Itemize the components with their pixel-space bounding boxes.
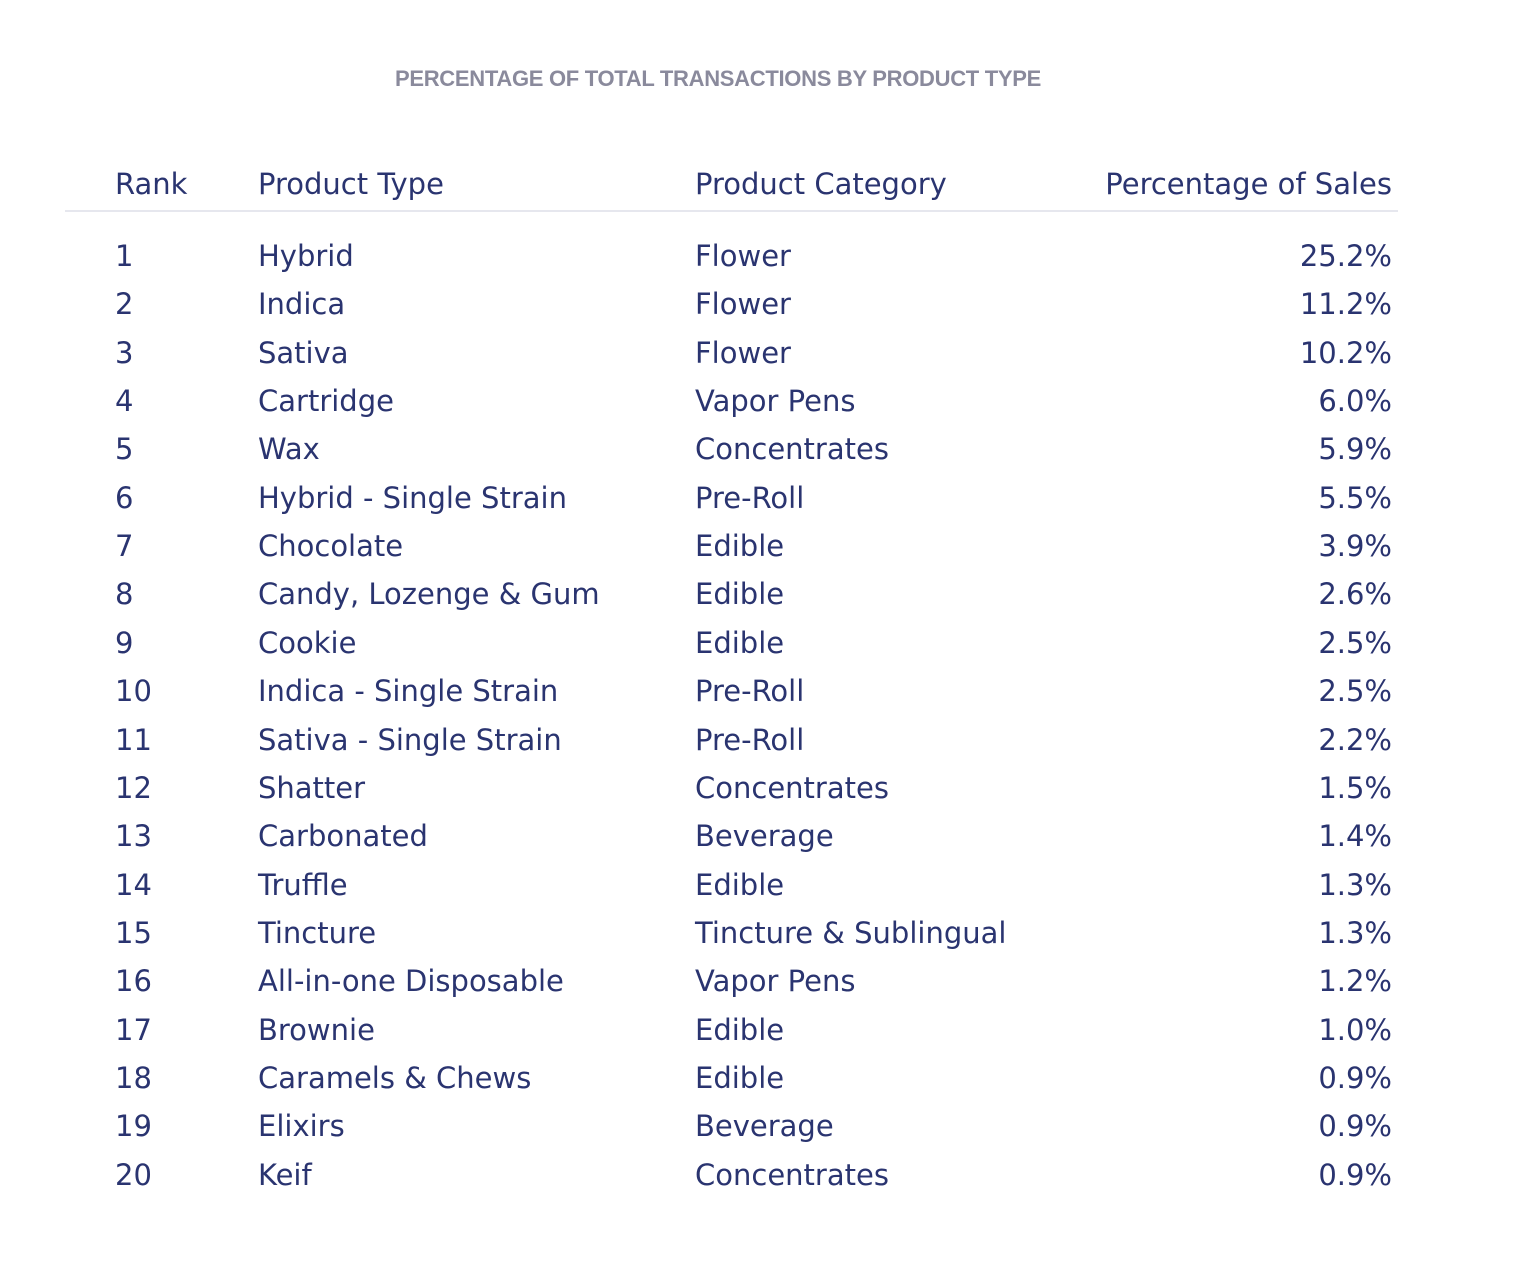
cell-rank: 4 xyxy=(115,384,134,419)
cell-rank: 20 xyxy=(115,1157,152,1192)
table-row xyxy=(0,526,1538,566)
cell-product-category: Edible xyxy=(695,529,785,564)
cell-product-category: Concentrates xyxy=(695,1157,889,1192)
cell-percentage: 2.5% xyxy=(1318,674,1392,709)
cell-product-category: Vapor Pens xyxy=(695,384,856,419)
cell-product-type: Elixirs xyxy=(258,1109,345,1144)
cell-product-category: Concentrates xyxy=(695,770,889,805)
cell-product-category: Concentrates xyxy=(695,432,889,467)
cell-rank: 13 xyxy=(115,819,152,854)
cell-product-type: Sativa - Single Strain xyxy=(258,722,562,757)
table-row xyxy=(0,478,1538,518)
cell-rank: 11 xyxy=(115,722,152,757)
cell-product-type: Indica - Single Strain xyxy=(258,674,559,709)
cell-rank: 9 xyxy=(115,625,134,660)
cell-product-type: Indica xyxy=(258,287,346,322)
cell-rank: 7 xyxy=(115,529,134,564)
header-product-category: Product Category xyxy=(695,167,947,201)
cell-product-type: Hybrid xyxy=(258,239,354,273)
header-percentage-of-sales: Percentage of Sales xyxy=(1105,167,1392,201)
cell-product-category: Flower xyxy=(695,287,791,322)
cell-product-category: Flower xyxy=(695,239,791,273)
cell-percentage: 1.5% xyxy=(1318,770,1392,805)
cell-product-category: Flower xyxy=(695,335,791,370)
cell-percentage: 0.9% xyxy=(1318,1157,1392,1192)
cell-percentage: 1.0% xyxy=(1318,1012,1392,1047)
cell-rank: 6 xyxy=(115,480,134,515)
cell-rank: 15 xyxy=(115,915,152,950)
cell-rank: 16 xyxy=(115,964,152,999)
cell-percentage: 2.2% xyxy=(1318,722,1392,757)
cell-percentage: 1.3% xyxy=(1318,915,1392,950)
cell-product-type: Caramels & Chews xyxy=(258,1060,532,1095)
cell-percentage: 2.6% xyxy=(1318,577,1392,612)
table-row xyxy=(0,1106,1538,1146)
cell-product-category: Edible xyxy=(695,867,785,902)
cell-product-type: Shatter xyxy=(258,770,366,805)
cell-product-type: Chocolate xyxy=(258,529,404,564)
table-row xyxy=(0,720,1538,760)
cell-product-category: Pre-Roll xyxy=(695,480,805,515)
cell-product-category: Beverage xyxy=(695,1109,834,1144)
table-row xyxy=(0,865,1538,905)
cell-percentage: 2.5% xyxy=(1318,625,1392,660)
table-row xyxy=(0,284,1538,324)
cell-product-category: Tincture & Sublingual xyxy=(695,915,1007,950)
cell-rank: 2 xyxy=(115,287,134,322)
cell-product-category: Edible xyxy=(695,1012,785,1047)
cell-product-category: Edible xyxy=(695,625,785,660)
table-row xyxy=(0,1155,1538,1195)
cell-percentage: 0.9% xyxy=(1318,1060,1392,1095)
cell-rank: 19 xyxy=(115,1109,152,1144)
table-row xyxy=(0,1058,1538,1098)
table-row xyxy=(0,961,1538,1001)
table-row xyxy=(0,381,1538,421)
table-row xyxy=(0,913,1538,953)
cell-product-type: Cartridge xyxy=(258,384,394,419)
cell-rank: 18 xyxy=(115,1060,152,1095)
cell-product-type: Hybrid - Single Strain xyxy=(258,480,567,515)
cell-percentage: 25.2% xyxy=(1299,239,1392,273)
table-row xyxy=(0,574,1538,614)
cell-product-type: Tincture xyxy=(258,915,377,950)
cell-rank: 17 xyxy=(115,1012,152,1047)
cell-product-type: Cookie xyxy=(258,625,357,660)
cell-percentage: 0.9% xyxy=(1318,1109,1392,1144)
cell-percentage: 1.3% xyxy=(1318,867,1392,902)
cell-product-type: Truffle xyxy=(258,867,348,902)
cell-rank: 14 xyxy=(115,867,152,902)
cell-product-category: Beverage xyxy=(695,819,834,854)
cell-rank: 5 xyxy=(115,432,134,467)
cell-product-category: Pre-Roll xyxy=(695,674,805,709)
cell-rank: 12 xyxy=(115,770,152,805)
table-row xyxy=(0,816,1538,856)
table-row xyxy=(0,1010,1538,1050)
cell-product-category: Vapor Pens xyxy=(695,964,856,999)
header-product-type: Product Type xyxy=(258,167,444,201)
cell-percentage: 3.9% xyxy=(1318,529,1392,564)
cell-product-type: Brownie xyxy=(258,1012,375,1047)
cell-rank: 10 xyxy=(115,674,152,709)
cell-percentage: 11.2% xyxy=(1299,287,1392,322)
cell-percentage: 5.9% xyxy=(1318,432,1392,467)
table-row xyxy=(0,429,1538,469)
cell-percentage: 5.5% xyxy=(1318,480,1392,515)
cell-rank: 8 xyxy=(115,577,134,612)
table-row xyxy=(0,671,1538,711)
table-row xyxy=(0,768,1538,808)
cell-percentage: 1.2% xyxy=(1318,964,1392,999)
cell-product-type: All-in-one Disposable xyxy=(258,964,564,999)
table-row xyxy=(0,333,1538,373)
header-rank: Rank xyxy=(115,167,188,201)
cell-rank: 3 xyxy=(115,335,134,370)
cell-product-category: Pre-Roll xyxy=(695,722,805,757)
table-title: PERCENTAGE OF TOTAL TRANSACTIONS BY PRODUCT TYPE xyxy=(394,66,1042,91)
cell-percentage: 1.4% xyxy=(1318,819,1392,854)
cell-product-type: Keif xyxy=(258,1157,312,1192)
cell-product-category: Edible xyxy=(695,577,785,612)
cell-product-type: Wax xyxy=(258,432,320,467)
cell-percentage: 6.0% xyxy=(1318,384,1392,419)
cell-percentage: 10.2% xyxy=(1299,335,1392,370)
cell-product-type: Candy, Lozenge & Gum xyxy=(258,577,600,612)
cell-product-type: Sativa xyxy=(258,335,349,370)
cell-rank: 1 xyxy=(115,239,134,273)
cell-product-category: Edible xyxy=(695,1060,785,1095)
table-row xyxy=(0,236,1538,276)
table-row xyxy=(0,623,1538,663)
cell-product-type: Carbonated xyxy=(258,819,428,854)
